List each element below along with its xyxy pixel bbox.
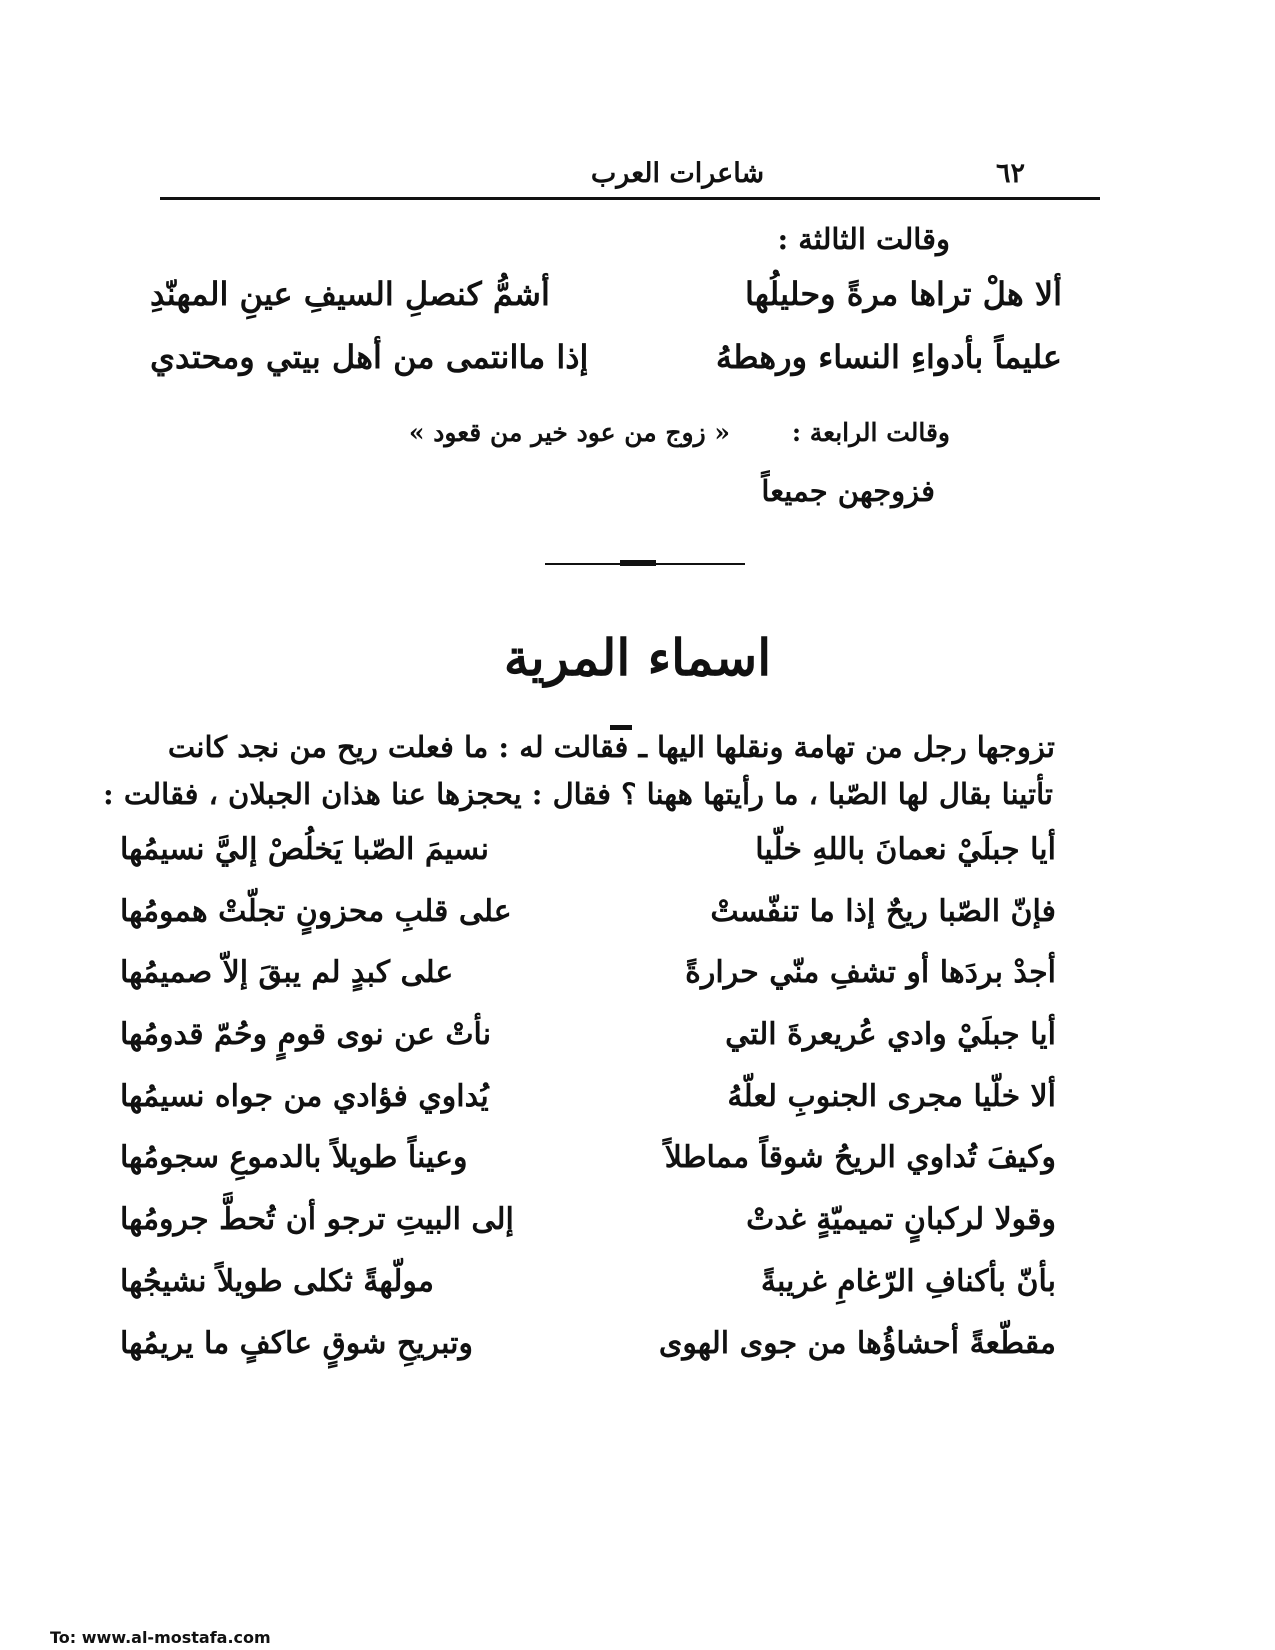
verse-first-hemistich: عليماً بأدواءِ النساء ورهطهُ [715,338,1062,376]
verse-line [150,275,1062,331]
verse-first-hemistich: أيا جبلَيْ نعمانَ باللهِ خلّيا [755,832,1056,867]
verse-second-hemistich: أشمُّ كنصلِ السيفِ عينِ المهنّدِ [150,275,550,313]
verse-first-hemistich: فإنّ الصّبا ريحٌ إذا ما تنفّستْ [710,894,1056,929]
closing-line: فزوجهن جميعاً [761,474,935,508]
verse-second-hemistich: وعيناً طويلاً بالدموعِ سجومُها [120,1140,468,1175]
verse-line [120,1326,1056,1382]
book-title: شاعرات العرب [590,158,765,189]
verse-line [120,1017,1056,1073]
verse-first-hemistich: أجدْ بردَها أو تشفِ منّي حرارةً [685,955,1056,990]
intro-paragraph-line: تزوجها رجل من تهامة ونقلها اليها ـ فقالت له : ما فعلت ريح من نجد كانت [167,730,1055,764]
verse-first-hemistich: وقولا لركبانٍ تميميّةٍ غدتْ [746,1202,1056,1237]
section-title: اسماء المرية [503,628,772,687]
verse-line [120,894,1056,950]
verse-second-hemistich: نأتْ عن نوى قومٍ وحُمّ قدومُها [120,1017,492,1052]
verse-second-hemistich: مولّهةً ثكلى طويلاً نشيجُها [120,1264,434,1299]
verse-second-hemistich: يُداوي فؤادي من جواه نسيمُها [120,1079,489,1114]
verse-first-hemistich: وكيفَ تُداوي الريحُ شوقاً مماطلاً [664,1140,1056,1175]
verse-first-hemistich: مقطّعةً أحشاؤُها من جوى الهوى [658,1326,1056,1361]
verse-line [120,832,1056,888]
page-number: ٦٢ [995,158,1025,189]
intro-paragraph-line: تأتينا بقال لها الصّبا ، ما رأيتها ههنا ؟ فقال : يحجزها عنا هذان الجبلان ، فقالت : [103,777,1053,811]
verse-second-hemistich: على قلبِ محزونٍ تجلّتْ همومُها [120,894,512,929]
running-head [160,158,1095,194]
verse-line [120,1079,1056,1135]
header-rule [160,197,1100,200]
verse-line [150,338,1062,394]
footer-credit: To: www.al-mostafa.com [50,1628,271,1647]
verse-second-hemistich: إذا ماانتمى من أهل بيتي ومحتدي [150,338,589,376]
fourth-speaker-quote: « زوج من عود خير من قعود » [408,418,730,447]
verse-line [120,1140,1056,1196]
separator-ornament [620,560,656,566]
verse-first-hemistich: ألا خلّيا مجرى الجنوبِ لعلّهُ [727,1079,1056,1114]
verse-line [120,1202,1056,1258]
verse-first-hemistich: بأنّ بأكنافِ الرّغامِ غريبةً [760,1264,1056,1299]
verse-line [120,955,1056,1011]
verse-line [120,1264,1056,1320]
fourth-speaker-intro: وقالت الرابعة : [791,418,950,447]
verse-first-hemistich: ألا هلْ تراها مرةً وحليلُها [744,275,1062,313]
third-speaker-intro: وقالت الثالثة : [777,222,950,256]
verse-second-hemistich: وتبريحِ شوقٍ عاكفٍ ما يريمُها [120,1326,473,1361]
verse-second-hemistich: نسيمَ الصّبا يَخلُصْ إليَّ نسيمُها [120,832,489,867]
verse-second-hemistich: إلى البيتِ ترجو أن تُحطَّ جرومُها [120,1202,514,1237]
verse-first-hemistich: أيا جبلَيْ وادي عُريعرةَ التي [725,1017,1056,1052]
verse-second-hemistich: على كبدٍ لم يبقَ إلاّ صميمُها [120,955,454,990]
